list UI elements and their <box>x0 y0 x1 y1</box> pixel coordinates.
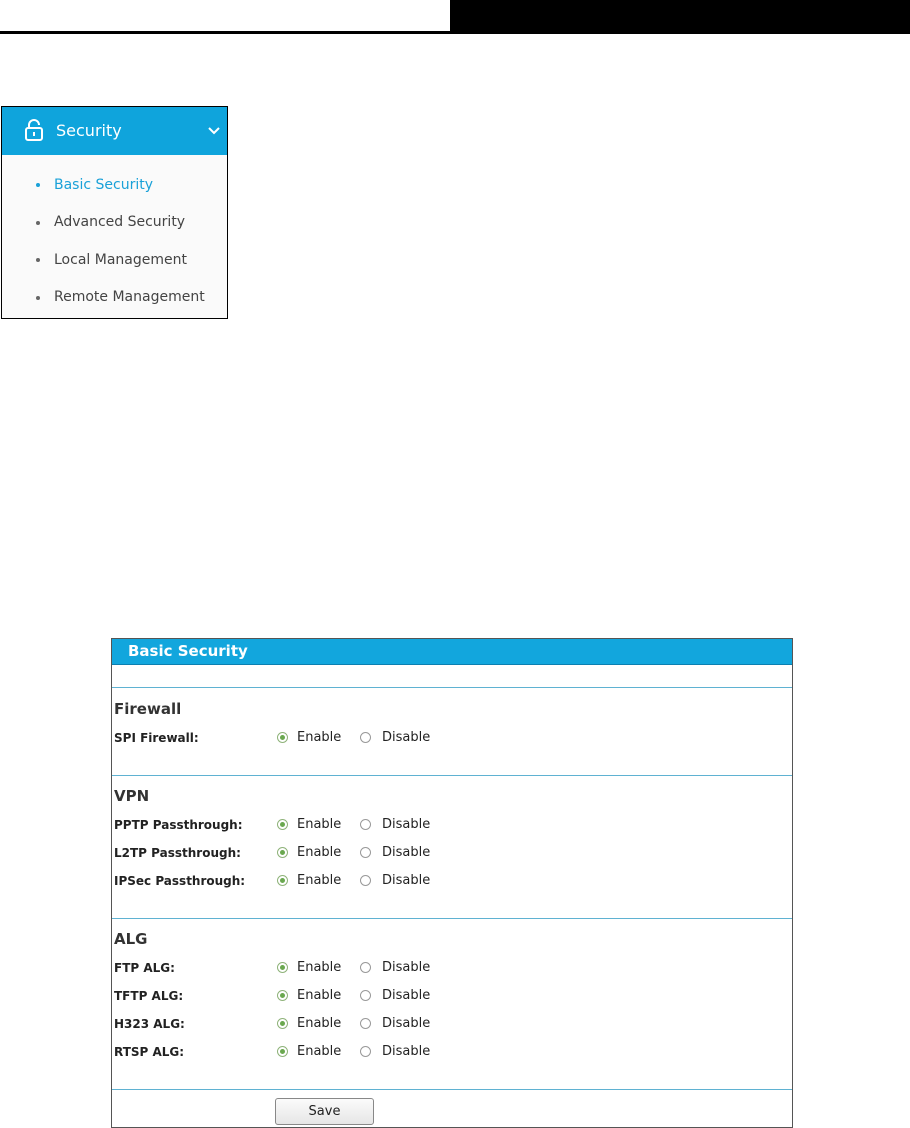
section-divider <box>112 687 792 688</box>
section-title-alg: ALG <box>114 930 148 948</box>
section-title-vpn: VPN <box>114 787 150 805</box>
menu-header-security[interactable] <box>2 107 227 155</box>
enable-label[interactable]: Enable <box>297 960 342 975</box>
radio-enable[interactable] <box>277 732 288 743</box>
radio-disable[interactable] <box>360 962 371 973</box>
menu-item-label: Remote Management <box>54 289 205 306</box>
basic-security-panel <box>111 638 793 1128</box>
disable-label[interactable]: Disable <box>382 730 431 745</box>
radio-enable[interactable] <box>277 1018 288 1029</box>
setting-row-pptp-passthrough <box>114 815 714 835</box>
disable-label[interactable]: Disable <box>382 960 431 975</box>
menu-item-advanced-security[interactable] <box>2 204 227 242</box>
save-button[interactable]: Save <box>275 1098 374 1125</box>
lock-icon <box>22 118 46 142</box>
section-divider <box>112 775 792 776</box>
disable-label[interactable]: Disable <box>382 873 431 888</box>
setting-row-tftp-alg <box>114 986 714 1006</box>
setting-label: SPI Firewall: <box>114 731 199 745</box>
radio-disable[interactable] <box>360 732 371 743</box>
setting-label: FTP ALG: <box>114 961 175 975</box>
radio-disable[interactable] <box>360 1018 371 1029</box>
enable-label[interactable]: Enable <box>297 988 342 1003</box>
radio-enable[interactable] <box>277 875 288 886</box>
menu-list <box>2 166 227 316</box>
radio-disable[interactable] <box>360 847 371 858</box>
enable-label[interactable]: Enable <box>297 1044 342 1059</box>
chevron-down-icon[interactable] <box>208 126 220 136</box>
menu-item-remote-management[interactable] <box>2 279 227 317</box>
radio-enable[interactable] <box>277 819 288 830</box>
setting-row-ftp-alg <box>114 958 714 978</box>
bullet-icon <box>36 183 40 187</box>
enable-label[interactable]: Enable <box>297 1016 342 1031</box>
enable-label[interactable]: Enable <box>297 873 342 888</box>
setting-row-h323-alg <box>114 1014 714 1034</box>
section-divider <box>112 1089 792 1090</box>
radio-enable[interactable] <box>277 962 288 973</box>
radio-enable[interactable] <box>277 990 288 1001</box>
radio-disable[interactable] <box>360 875 371 886</box>
page-header-block <box>450 0 910 33</box>
disable-label[interactable]: Disable <box>382 988 431 1003</box>
panel-title: Basic Security <box>112 639 792 665</box>
menu-item-basic-security[interactable] <box>2 166 227 204</box>
bullet-icon <box>36 221 40 225</box>
section-divider <box>112 918 792 919</box>
radio-disable[interactable] <box>360 1046 371 1057</box>
menu-item-local-management[interactable] <box>2 241 227 279</box>
setting-row-ipsec-passthrough <box>114 871 714 891</box>
setting-label: H323 ALG: <box>114 1017 185 1031</box>
menu-item-label: Basic Security <box>54 176 154 193</box>
enable-label[interactable]: Enable <box>297 845 342 860</box>
menu-item-label: Local Management <box>54 251 187 268</box>
bullet-icon <box>36 258 40 262</box>
radio-enable[interactable] <box>277 1046 288 1057</box>
disable-label[interactable]: Disable <box>382 845 431 860</box>
bullet-icon <box>36 296 40 300</box>
setting-label: IPSec Passthrough: <box>114 874 246 888</box>
menu-item-label: Advanced Security <box>54 214 186 231</box>
setting-label: L2TP Passthrough: <box>114 846 241 860</box>
menu-title: Security <box>56 121 122 140</box>
setting-label: RTSP ALG: <box>114 1045 185 1059</box>
disable-label[interactable]: Disable <box>382 1044 431 1059</box>
disable-label[interactable]: Disable <box>382 817 431 832</box>
disable-label[interactable]: Disable <box>382 1016 431 1031</box>
security-menu <box>1 106 228 319</box>
setting-label: PPTP Passthrough: <box>114 818 243 832</box>
radio-disable[interactable] <box>360 819 371 830</box>
radio-disable[interactable] <box>360 990 371 1001</box>
radio-enable[interactable] <box>277 847 288 858</box>
setting-row-rtsp-alg <box>114 1042 714 1062</box>
enable-label[interactable]: Enable <box>297 817 342 832</box>
section-title-firewall: Firewall <box>114 700 182 718</box>
setting-label: TFTP ALG: <box>114 989 184 1003</box>
setting-row-l2tp-passthrough <box>114 843 714 863</box>
enable-label[interactable]: Enable <box>297 730 342 745</box>
setting-row-spi-firewall <box>114 728 714 748</box>
